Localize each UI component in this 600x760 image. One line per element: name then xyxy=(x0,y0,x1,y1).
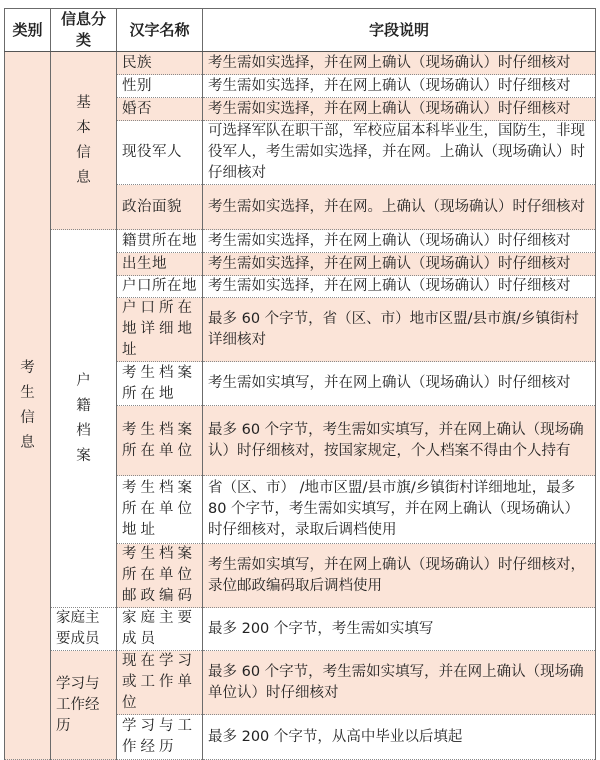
field-name: 婚否 xyxy=(117,98,203,121)
field-name: 考生档案所在单位邮政编码 xyxy=(117,544,203,608)
field-desc: 考生需如实选择，并在网上确认（现场确认）时仔细核对 xyxy=(203,253,596,276)
header-field-name: 汉字名称 xyxy=(117,9,203,52)
field-name: 户口所在地 xyxy=(117,276,203,298)
field-name: 家庭主要成员 xyxy=(117,608,203,651)
group-household-archive xyxy=(51,230,117,608)
field-desc: 考生需如实选择，并在网上确认（现场确认）时仔细核对 xyxy=(203,230,596,253)
field-name: 籍贯所在地 xyxy=(117,230,203,253)
group-study-work: 学习与工作经历 xyxy=(51,651,117,760)
field-desc: 考生需如实填写，并在网上确认（现场确认）时仔细核对 xyxy=(203,362,596,406)
field-desc: 最多 200 个字节，考生需如实填写 xyxy=(203,608,596,651)
field-desc: 可选择军队在职干部，军校应届本科毕业生，国防生，非现役军人，考生需如实选择，并在网。上确认（现场确认）时仔细核对 xyxy=(203,121,596,185)
group-label: 基本信息 xyxy=(76,94,91,186)
field-name: 民族 xyxy=(117,52,203,75)
group-family-members: 家庭主要成员 xyxy=(51,608,117,651)
field-desc: 考生需如实选择，并在网。上确认（现场确认）时仔细核对 xyxy=(203,185,596,230)
group-label: 户籍档案 xyxy=(76,372,91,464)
field-desc: 考生需如实选择，并在网上确认（现场确认）时仔细核对 xyxy=(203,98,596,121)
field-name: 考生档案所在单位 xyxy=(117,406,203,476)
field-name: 现在学习或工作单位 xyxy=(117,651,203,715)
field-desc: 考生需如实选择，并在网上确认（现场确认）时仔细核对 xyxy=(203,75,596,98)
category-label: 考生信息 xyxy=(20,359,35,451)
field-name: 政治面貌 xyxy=(117,185,203,230)
field-desc: 最多 60 个字节，省（区、市）地市区盟/县市旗/乡镇街村详细核对 xyxy=(203,298,596,362)
header-classification: 信息分类 xyxy=(51,9,117,52)
field-name: 性别 xyxy=(117,75,203,98)
field-desc: 考生需如实选择，并在网上确认（现场确认）时仔细核对 xyxy=(203,52,596,75)
header-row xyxy=(5,9,596,52)
field-desc: 考生需如实选择，并在网上确认（现场确认）时仔细核对 xyxy=(203,276,596,298)
table-row xyxy=(5,52,596,75)
group-basic-info xyxy=(51,52,117,230)
field-name: 考生档案所在单位地址 xyxy=(117,476,203,544)
header-category: 类别 xyxy=(5,9,51,52)
field-desc: 考生需如实填写，并在网上确认（现场确认）时仔细核对，录位邮政编码取后调档使用 xyxy=(203,544,596,608)
field-desc: 最多 200 个字节，从高中毕业以后填起 xyxy=(203,715,596,760)
exam-info-table xyxy=(4,8,596,760)
field-desc: 最多 60 个字节，考生需如实填写，并在网上确认（现场确单位认）时仔细核对 xyxy=(203,651,596,715)
header-field-description: 字段说明 xyxy=(203,9,596,52)
field-desc: 省（区、市） /地市区盟/县市旗/乡镇街村详细地址，最多 80 个字节，考生需如实填写，并在网上确认（现场确认）时仔细核对，录取后调档使用 xyxy=(203,476,596,544)
table-row xyxy=(5,651,596,715)
field-name: 学习与工作经历 xyxy=(117,715,203,760)
field-desc: 最多 60 个字节，考生需如实填写，并在网上确认（现场确认）时仔细核对，按国家规定，个人档案不得由个人持有 xyxy=(203,406,596,476)
table-row xyxy=(5,230,596,253)
category-cell xyxy=(5,52,51,760)
top-margin xyxy=(0,0,600,8)
field-name: 考生档案所在地 xyxy=(117,362,203,406)
table-row xyxy=(5,608,596,651)
field-name: 现役军人 xyxy=(117,121,203,185)
field-name: 出生地 xyxy=(117,253,203,276)
field-name: 户口所在地详细地址 xyxy=(117,298,203,362)
